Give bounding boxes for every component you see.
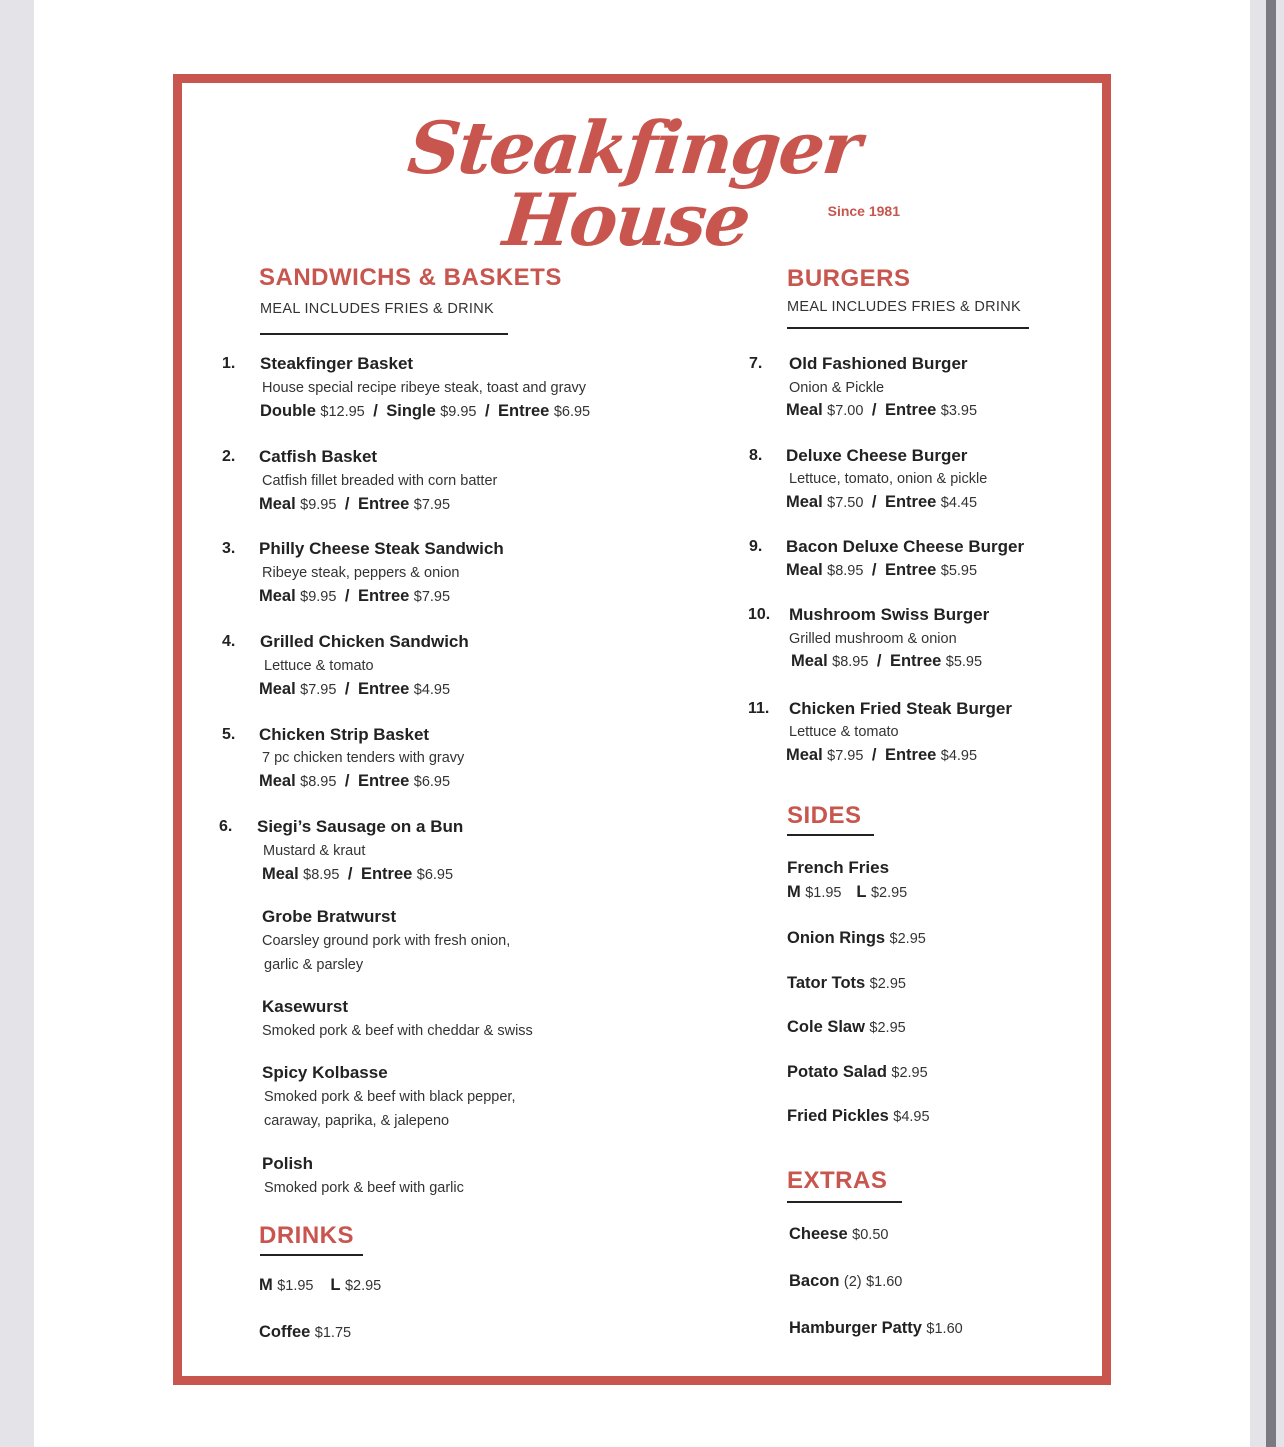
item-number: 2. (222, 448, 236, 465)
side-name: Cole Slaw (787, 1018, 865, 1036)
item-number: 1. (222, 355, 236, 372)
coffee-amount: $1.75 (314, 1325, 352, 1341)
item-prices (259, 587, 450, 606)
side-item (787, 1063, 928, 1082)
price-amount: $7.95 (413, 497, 451, 513)
drink-sizes (259, 1276, 381, 1295)
sausage-description: garlic & parsley (264, 957, 364, 973)
item-description: Grilled mushroom & onion (789, 631, 957, 647)
item-name: Philly Cheese Steak Sandwich (259, 539, 504, 558)
sides-heading: SIDES (787, 802, 862, 829)
price-label: Entree (889, 652, 942, 670)
price-label: Double (260, 402, 316, 420)
price-amount: $7.00 (827, 403, 864, 419)
sides-rule (787, 834, 874, 836)
side-name: Fried Pickles (787, 1107, 889, 1125)
item-name: Siegi’s Sausage on a Bun (257, 817, 464, 836)
sausage-description: Coarsley ground pork with fresh onion, (262, 933, 511, 949)
price-amount: $6.95 (553, 404, 591, 420)
side-item (787, 929, 926, 948)
item-prices (786, 401, 977, 420)
extra-name: Bacon (789, 1272, 840, 1290)
price-amount: $7.50 (827, 495, 864, 511)
size-amount: $1.95 (805, 885, 842, 901)
price-amount: $8.95 (300, 774, 337, 790)
item-description: Ribeye steak, peppers & onion (262, 565, 460, 581)
sausage-description: Smoked pork & beef with garlic (264, 1180, 464, 1196)
sandwiches-subtitle: MEAL INCLUDES FRIES & DRINK (260, 301, 494, 317)
item-name: Deluxe Cheese Burger (786, 446, 968, 465)
price-label: Entree (360, 865, 413, 883)
price-label: Meal (262, 865, 299, 883)
burgers-rule (787, 327, 1029, 329)
since-label: Since 1981 (827, 203, 900, 219)
price-label: Meal (259, 495, 296, 513)
price-separator: / (344, 495, 350, 513)
price-separator: / (347, 865, 353, 883)
price-amount: $9.95 (300, 497, 337, 513)
size-label: L (856, 883, 867, 901)
price-separator: / (344, 680, 350, 698)
extras-rule (787, 1201, 902, 1203)
item-description: Lettuce, tomato, onion & pickle (789, 471, 988, 487)
restaurant-logo: Steakfinger House (404, 105, 864, 262)
item-name: Catfish Basket (259, 447, 378, 466)
price-amount: $9.95 (440, 404, 477, 420)
price-label: Entree (884, 401, 937, 419)
size-label: L (330, 1276, 341, 1294)
price-label: Entree (357, 587, 410, 605)
side-amount: $2.95 (869, 976, 906, 992)
item-number: 7. (749, 355, 763, 372)
extra-amount: $0.50 (852, 1227, 889, 1243)
item-description: Lettuce & tomato (789, 724, 899, 740)
item-name: Old Fashioned Burger (789, 354, 968, 373)
item-description: Lettuce & tomato (264, 658, 374, 674)
price-separator: / (871, 401, 877, 419)
price-separator: / (344, 587, 350, 605)
side-amount: $4.95 (893, 1109, 930, 1125)
extra-item (789, 1319, 963, 1338)
price-separator: / (871, 561, 877, 579)
sandwiches-rule (260, 333, 508, 335)
item-name: Bacon Deluxe Cheese Burger (786, 537, 1025, 556)
price-amount: $12.95 (320, 404, 365, 420)
price-separator: / (344, 772, 350, 790)
side-name: Tator Tots (787, 974, 866, 992)
coffee-line (259, 1323, 351, 1342)
price-amount: $7.95 (827, 748, 864, 764)
side-amount: $2.95 (869, 1020, 906, 1036)
item-name: Chicken Strip Basket (259, 725, 430, 744)
price-label: Entree (884, 493, 937, 511)
item-description: Onion & Pickle (789, 380, 885, 396)
item-number: 11. (748, 700, 770, 717)
price-label: Entree (884, 561, 937, 579)
price-label: Entree (357, 680, 410, 698)
sausage-description: Smoked pork & beef with cheddar & swiss (262, 1023, 533, 1039)
price-separator: / (871, 493, 877, 511)
item-number: 8. (749, 447, 763, 464)
price-label: Meal (259, 680, 296, 698)
size-amount: $2.95 (344, 1278, 382, 1294)
price-separator: / (484, 402, 490, 420)
extra-name: Hamburger Patty (789, 1319, 922, 1337)
item-prices (259, 680, 450, 699)
sausage-name: Kasewurst (262, 997, 348, 1016)
sausage-name: Grobe Bratwurst (262, 907, 397, 926)
price-amount: $5.95 (940, 563, 978, 579)
item-prices (262, 865, 453, 884)
item-prices (786, 493, 977, 512)
item-description: 7 pc chicken tenders with gravy (262, 750, 465, 766)
price-label: Meal (259, 772, 296, 790)
item-number: 3. (222, 540, 236, 557)
fries-name: French Fries (787, 858, 890, 877)
side-amount: $2.95 (891, 1065, 928, 1081)
price-label: Single (386, 402, 436, 420)
price-amount: $4.45 (940, 495, 978, 511)
price-amount: $7.95 (413, 589, 451, 605)
price-amount: $3.95 (940, 403, 978, 419)
price-label: Entree (357, 495, 410, 513)
price-separator: / (876, 652, 882, 670)
price-label: Entree (498, 402, 550, 420)
sausage-name: Polish (262, 1154, 314, 1173)
price-amount: $4.95 (940, 748, 978, 764)
price-label: Meal (791, 652, 828, 670)
price-label: Entree (357, 772, 410, 790)
item-name: Mushroom Swiss Burger (789, 605, 990, 624)
item-number: 9. (749, 538, 763, 555)
sausage-description: Smoked pork & beef with black pepper, (264, 1089, 516, 1105)
size-amount: $2.95 (870, 885, 908, 901)
price-amount: $8.95 (303, 867, 340, 883)
price-amount: $9.95 (300, 589, 337, 605)
price-amount: $6.95 (416, 867, 454, 883)
scrollbar[interactable] (1266, 0, 1276, 1447)
item-number: 4. (222, 633, 236, 650)
extra-amount: $1.60 (926, 1321, 963, 1337)
item-prices (791, 652, 982, 671)
price-amount: $5.95 (945, 654, 983, 670)
burgers-heading: BURGERS (787, 265, 911, 292)
item-prices (259, 772, 450, 791)
coffee-label: Coffee (259, 1323, 311, 1341)
side-item (787, 1018, 906, 1037)
item-name: Grilled Chicken Sandwich (260, 632, 469, 651)
item-prices (259, 495, 450, 514)
burgers-subtitle: MEAL INCLUDES FRIES & DRINK (787, 299, 1021, 315)
item-prices (786, 561, 977, 580)
side-item (787, 1107, 930, 1126)
item-description: Mustard & kraut (263, 843, 366, 859)
price-amount: $7.95 (300, 682, 337, 698)
sausage-description: caraway, paprika, & jalepeno (264, 1113, 450, 1129)
sandwiches-heading: SANDWICHS & BASKETS (259, 264, 562, 291)
item-name: Chicken Fried Steak Burger (789, 699, 1012, 718)
price-label: Meal (259, 587, 296, 605)
side-name: Onion Rings (787, 929, 886, 947)
drinks-rule (260, 1254, 363, 1256)
price-amount: $8.95 (832, 654, 869, 670)
item-name: Steakfinger Basket (260, 354, 414, 373)
price-label: Entree (884, 746, 937, 764)
size-label: M (787, 883, 801, 901)
extras-heading: EXTRAS (787, 1167, 888, 1194)
extra-note: (2) (843, 1274, 862, 1290)
price-label: Meal (786, 401, 823, 419)
side-item (787, 974, 906, 993)
fries-sizes (787, 883, 907, 902)
item-prices (786, 746, 977, 765)
price-separator: / (373, 402, 378, 420)
price-label: Meal (786, 493, 823, 511)
extra-name: Cheese (789, 1225, 848, 1243)
price-label: Meal (786, 561, 823, 579)
size-amount: $1.95 (277, 1278, 314, 1294)
extra-item (789, 1225, 888, 1244)
side-name: Potato Salad (787, 1063, 887, 1081)
extra-item (789, 1272, 902, 1291)
side-amount: $2.95 (889, 931, 926, 947)
drinks-heading: DRINKS (259, 1222, 355, 1249)
price-amount: $8.95 (827, 563, 864, 579)
price-amount: $6.95 (413, 774, 451, 790)
price-separator: / (871, 746, 877, 764)
item-description: House special recipe ribeye steak, toast and gravy (262, 380, 587, 396)
sausage-name: Spicy Kolbasse (262, 1063, 388, 1082)
size-label: M (259, 1276, 273, 1294)
extra-amount: $1.60 (866, 1274, 903, 1290)
price-label: Meal (786, 746, 823, 764)
item-number: 5. (222, 726, 236, 743)
item-prices (260, 402, 590, 421)
item-number: 10. (748, 606, 771, 623)
item-number: 6. (219, 818, 233, 835)
item-description: Catfish fillet breaded with corn batter (262, 473, 498, 489)
price-amount: $4.95 (413, 682, 451, 698)
